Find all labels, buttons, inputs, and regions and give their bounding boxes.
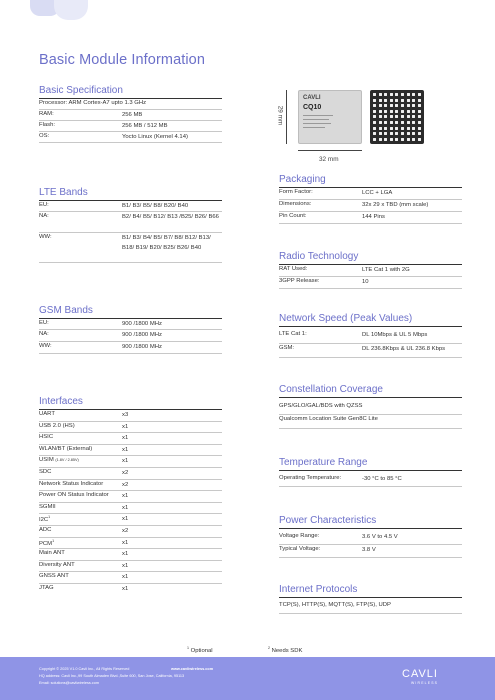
module-pad <box>418 99 421 102</box>
module-pad <box>384 132 387 135</box>
table-row: RAT Used: LTE Cat 1 with 2G <box>279 265 462 277</box>
module-pad <box>418 138 421 141</box>
module-pad <box>379 138 382 141</box>
table-row: LTE Cat 1: DL 10Mbps & UL 5 Mbps <box>279 330 462 344</box>
module-pad <box>384 104 387 107</box>
footnote-optional: $^1$ Optional <box>187 646 213 654</box>
module-pad <box>412 138 415 141</box>
width-dimension-line <box>298 150 362 151</box>
gsm-bands-title: GSM Bands <box>39 305 93 316</box>
radio-tech-table <box>279 265 462 289</box>
module-pad <box>373 132 376 135</box>
module-pad <box>390 115 393 118</box>
module-pad <box>373 138 376 141</box>
basic-spec-title: Basic Specification <box>39 85 123 96</box>
interfaces-title: Interfaces <box>39 396 83 407</box>
table-row: Diversity ANT x1 <box>39 561 222 573</box>
module-pad <box>390 127 393 130</box>
module-pad <box>379 115 382 118</box>
module-pad <box>407 110 410 113</box>
module-pad <box>373 121 376 124</box>
module-pad <box>412 104 415 107</box>
module-pad <box>418 115 421 118</box>
module-pad <box>390 93 393 96</box>
table-row: EU: 900 /1800 MHz <box>39 319 222 330</box>
module-pad <box>407 127 410 130</box>
network-speed-table <box>279 330 462 358</box>
constellation-title: Constellation Coverage <box>279 384 383 395</box>
module-pad <box>407 132 410 135</box>
module-pad <box>401 127 404 130</box>
module-pad <box>373 93 376 96</box>
temperature-table <box>279 474 462 488</box>
module-pad <box>401 99 404 102</box>
module-pad <box>390 121 393 124</box>
footer-email[interactable]: Email: solutions@cavliwireless.com <box>39 681 99 685</box>
gsm-bands-table <box>39 319 222 355</box>
table-row: OS: Yocto Linux (Kernel 4.14) <box>39 132 222 143</box>
module-pad <box>407 93 410 96</box>
lte-bands-title: LTE Bands <box>39 187 88 198</box>
section-rule <box>279 397 462 398</box>
page-title: Basic Module Information <box>39 52 206 68</box>
lte-bands-table <box>39 201 222 263</box>
table-row: RAM: 256 MB <box>39 110 222 121</box>
module-pad <box>379 121 382 124</box>
module-pad <box>373 99 376 102</box>
module-pad <box>384 110 387 113</box>
module-pad <box>373 104 376 107</box>
module-pad <box>384 121 387 124</box>
module-pad <box>418 127 421 130</box>
module-pad <box>395 121 398 124</box>
table-row: Power ON Status Indicator x1 <box>39 491 222 503</box>
protocols-title: Internet Protocols <box>279 584 358 595</box>
module-pad <box>373 127 376 130</box>
table-row: GPS/GLO/GAL/BDS with QZSS <box>279 402 462 415</box>
footer-website-link[interactable]: www.cavliwireless.com <box>171 667 214 671</box>
module-pad <box>401 115 404 118</box>
table-row: USIM (1.8V / 2.85V) x1 <box>39 456 222 468</box>
module-pad <box>373 110 376 113</box>
module-pad <box>401 132 404 135</box>
table-row: TCP(S), HTTP(S), MQTT(S), FTP(S), UDP <box>279 601 462 614</box>
footer <box>0 657 495 700</box>
module-pad <box>407 99 410 102</box>
table-row: PCM$^1$ x1 <box>39 538 222 550</box>
table-row: GSM: DL 236.8Kbps & UL 236.8 Kbps <box>279 344 462 358</box>
packaging-title: Packaging <box>279 174 326 185</box>
packaging-table <box>279 188 462 224</box>
table-row: Pin Count: 144 Pins <box>279 212 462 224</box>
radio-tech-title: Radio Technology <box>279 251 359 262</box>
table-row: Form Factor: LCC + LGA <box>279 188 462 200</box>
module-pad <box>384 127 387 130</box>
table-row: Qualcomm Location Suite Gen8C Lite <box>279 415 462 429</box>
module-pad <box>418 110 421 113</box>
module-model: CQ10 <box>303 104 322 111</box>
module-pad <box>379 127 382 130</box>
module-pad <box>412 121 415 124</box>
module-pad <box>379 93 382 96</box>
module-pad <box>407 138 410 141</box>
module-pad <box>401 121 404 124</box>
module-pad <box>379 110 382 113</box>
module-pad <box>379 104 382 107</box>
module-pad <box>390 138 393 141</box>
module-pad <box>395 115 398 118</box>
table-row: WW: B1/ B3/ B4/ B5/ B7/ B8/ B12/ B13/ B18/ B19/ B20/ B25/ B26/ B40 <box>39 233 222 263</box>
table-row: NA: 900 /1800 MHz <box>39 330 222 342</box>
module-pad <box>418 121 421 124</box>
module-pad <box>384 99 387 102</box>
module-brand-logo: CAVLI <box>303 95 321 101</box>
module-pad <box>407 115 410 118</box>
module-pad <box>412 110 415 113</box>
module-pad <box>373 115 376 118</box>
header-decoration <box>30 0 90 20</box>
module-pad <box>407 104 410 107</box>
module-image <box>278 90 458 168</box>
basic-spec-table <box>39 99 222 145</box>
module-pad <box>407 121 410 124</box>
module-pad <box>395 132 398 135</box>
module-pad <box>401 93 404 96</box>
table-row: EU: B1/ B3/ B5/ B8/ B20/ B40 <box>39 201 222 212</box>
table-row: JTAG x1 <box>39 585 129 592</box>
table-row: Voltage Range: 3.6 V to 4.5 V <box>279 532 462 545</box>
module-pad <box>401 104 404 107</box>
module-pad <box>390 99 393 102</box>
module-pad <box>395 138 398 141</box>
table-row: SDC x2 <box>39 468 222 480</box>
section-rule <box>279 470 462 471</box>
table-row: ADC x2 <box>39 526 222 538</box>
section-rule <box>279 597 462 598</box>
module-pad <box>384 93 387 96</box>
table-row: Network Status Indicator x2 <box>39 480 222 492</box>
power-table <box>279 532 462 558</box>
table-row: GNSS ANT x1 <box>39 572 222 584</box>
section-rule <box>279 528 462 529</box>
table-row: $I2C^1$ x1 <box>39 514 222 526</box>
module-pad <box>390 132 393 135</box>
table-row: Operating Temperature: -30 °C to 85 °C <box>279 474 462 487</box>
table-row: NA: B2/ B4/ B5/ B12/ B13 /B25/ B26/ B66 <box>39 212 222 233</box>
footer-address: HQ address: Cavli Inc.,99 South Almaden Blvd.,Suite 600, San Jose, California, 95113 <box>39 674 185 678</box>
table-row: Flash: 256 MB / 512 MB <box>39 121 222 132</box>
module-pad <box>401 138 404 141</box>
module-pad <box>390 110 393 113</box>
module-pad <box>395 93 398 96</box>
module-pad <box>418 104 421 107</box>
interfaces-table <box>39 410 222 596</box>
module-pad <box>401 110 404 113</box>
module-pad <box>384 138 387 141</box>
module-pad <box>412 115 415 118</box>
module-pad <box>412 99 415 102</box>
table-row: Main ANT x1 <box>39 549 222 561</box>
module-pad <box>412 93 415 96</box>
section-rule <box>279 326 462 327</box>
table-row: Typical Voltage: 3.8 V <box>279 545 462 558</box>
constellation-table <box>279 402 462 430</box>
module-pad <box>384 115 387 118</box>
module-pad <box>395 104 398 107</box>
table-row: USB 2.0 (HS) x1 <box>39 422 222 434</box>
footer-copyright: Copyright © 2025 V1.0 Cavli Inc., All Rights Reserved <box>39 667 130 671</box>
table-row: WLAN/BT (External) x1 <box>39 445 222 457</box>
module-pad <box>418 93 421 96</box>
footer-brand-sub: WIRELESS <box>411 681 439 685</box>
module-pad <box>379 99 382 102</box>
power-title: Power Characteristics <box>279 515 377 526</box>
height-dimension-line <box>286 90 294 144</box>
module-pad <box>418 132 421 135</box>
network-speed-title: Network Speed (Peak Values) <box>279 313 413 324</box>
module-top-view <box>298 90 362 144</box>
table-row: Dimensions: 32x 29 x TBD (mm scale) <box>279 200 462 212</box>
temperature-title: Temperature Range <box>279 457 368 468</box>
table-row: HSIC x1 <box>39 433 222 445</box>
footer-brand-logo: CAVLI <box>402 668 438 680</box>
protocols-table <box>279 601 462 615</box>
module-pad <box>395 127 398 130</box>
module-pad <box>412 127 415 130</box>
table-row: Processor: ARM Cortex-A7 upto 1.3 GHz <box>39 99 222 110</box>
module-bottom-view <box>370 90 424 144</box>
footnote-needs-sdk: $^2$ Needs SDK <box>268 646 303 654</box>
module-pad <box>379 132 382 135</box>
module-pad <box>395 99 398 102</box>
table-row: UART x3 <box>39 410 222 422</box>
table-row: 3GPP Release: 10 <box>279 277 462 289</box>
width-label: 32 mm <box>319 156 339 163</box>
module-pad <box>395 110 398 113</box>
table-row: SGMII x1 <box>39 503 222 515</box>
height-label: 29 mm <box>276 105 284 126</box>
table-row: WW: 900 /1800 MHz <box>39 342 222 354</box>
module-pad <box>412 132 415 135</box>
module-pad <box>390 104 393 107</box>
